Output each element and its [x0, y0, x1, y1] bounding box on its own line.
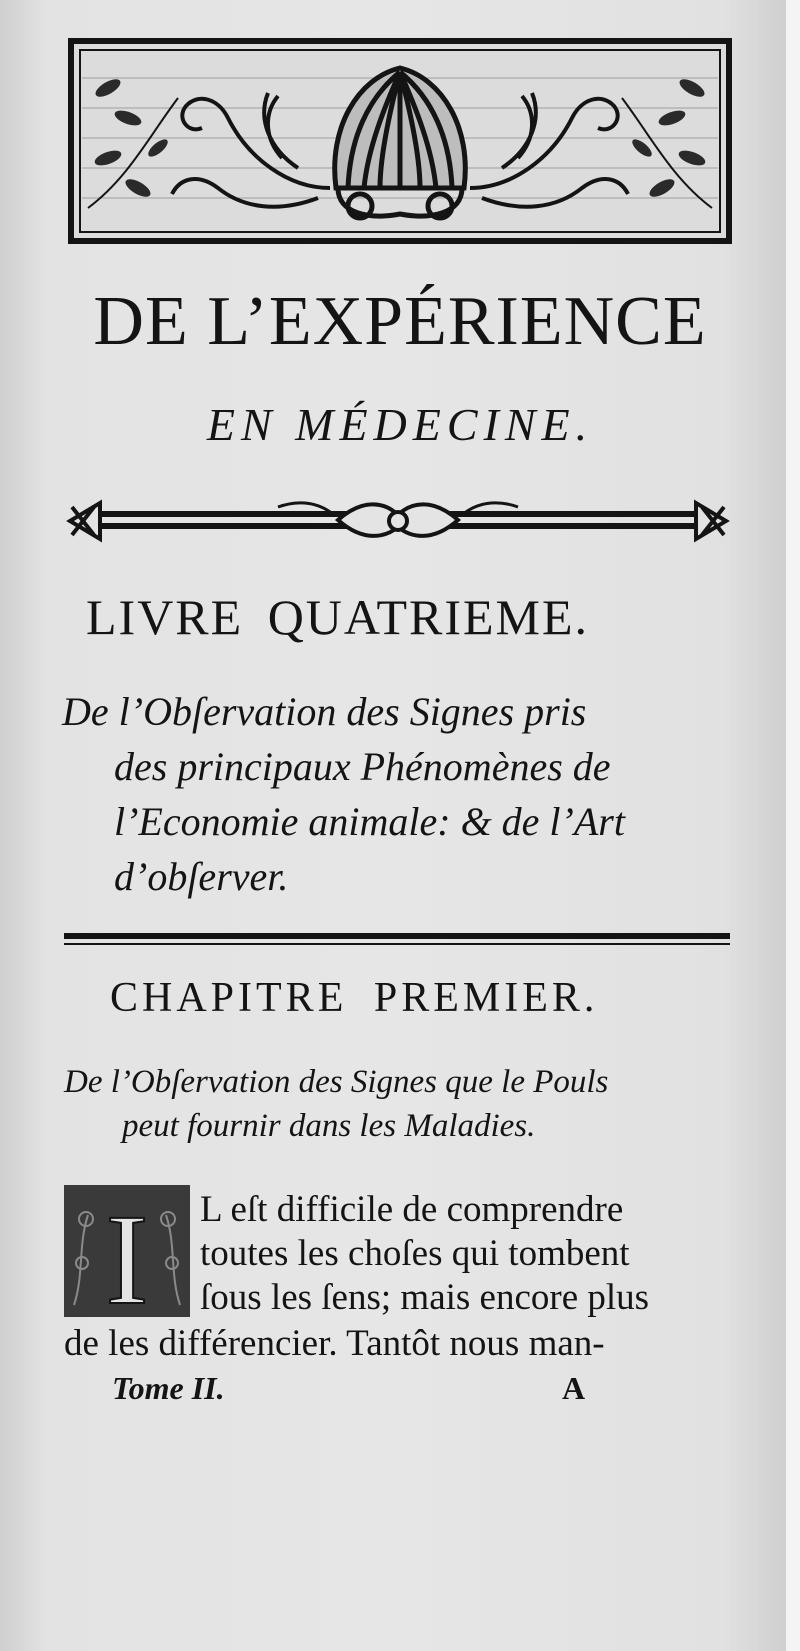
book-heading: LIVRE QUATRIEME.: [86, 589, 590, 645]
drop-cap-ornament: [64, 1185, 190, 1317]
book-description-line: d’obſerver.: [114, 854, 289, 899]
headpiece-ornament: [68, 38, 732, 244]
body-text-line: ſous les ſens; mais encore plus: [200, 1277, 650, 1318]
chapter-description: [64, 1060, 744, 1148]
body-text-line: toutes les choſes qui tombent: [200, 1233, 630, 1274]
book-description-line: l’Economie animale: & de l’Art: [114, 799, 625, 844]
signature-mark: A: [562, 1370, 586, 1406]
fleuron-ornament: [64, 493, 732, 551]
volume-label: Tome II.: [112, 1370, 225, 1406]
chapter-description-line: De l’Obſervation des Signes que le Pouls: [64, 1064, 609, 1100]
book-subtitle: EN MÉDECINE.: [206, 399, 594, 450]
body-text-line: L eſt difficile de comprendre: [200, 1189, 624, 1230]
book-description-line: De l’Obſervation des Signes pris: [62, 689, 587, 734]
section-rule: [64, 933, 730, 945]
page-edge: [786, 0, 800, 1651]
chapter-description-line: peut fournir dans les Maladies.: [122, 1108, 536, 1144]
chapter-heading: CHAPITRE PREMIER.: [110, 975, 599, 1021]
book-description-line: des principaux Phénomènes de: [114, 744, 611, 789]
drop-cap-letter: I: [105, 1188, 149, 1317]
book-description: [62, 684, 742, 904]
book-title: DE L’EXPÉRIENCE: [93, 283, 707, 360]
body-text-line: de les différencier. Tantôt nous man-: [64, 1323, 605, 1364]
